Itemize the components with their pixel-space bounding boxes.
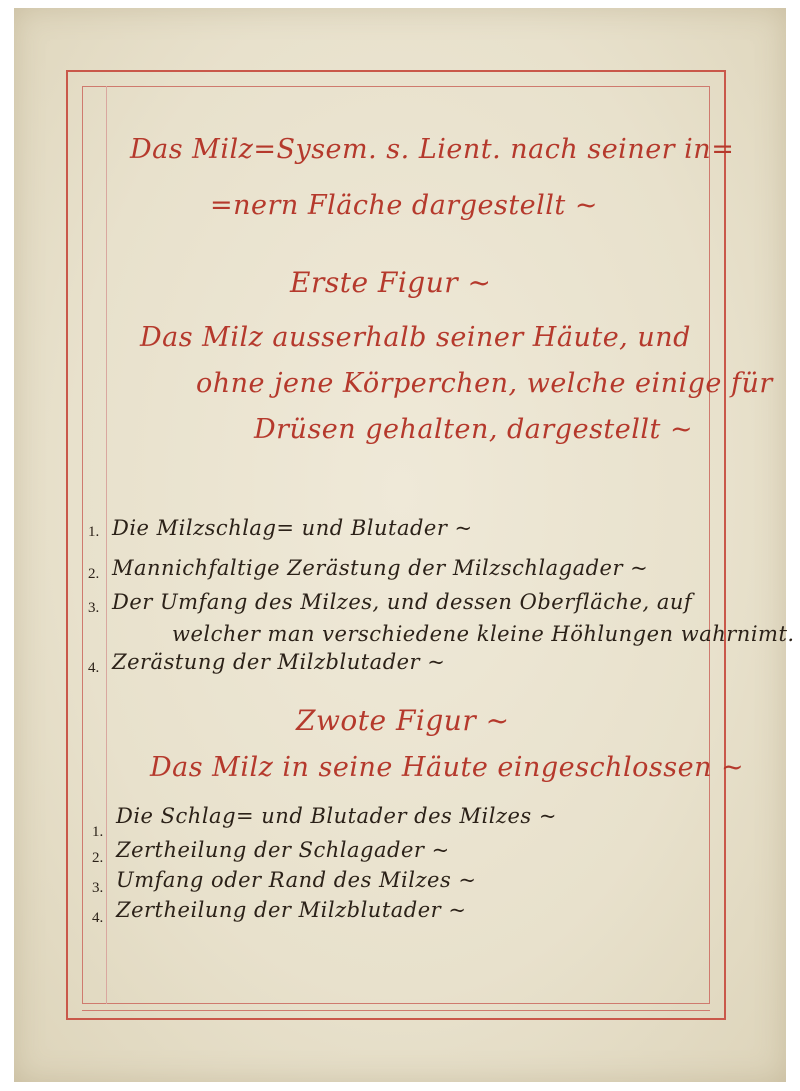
figure-1-item-3: Der Umfang des Milzes, und dessen Oberfläche, auf xyxy=(112,590,693,614)
figure-2-item-1: Die Schlag= und Blutader des Milzes ~ xyxy=(116,804,557,828)
figure-2-item-3: Umfang oder Rand des Milzes ~ xyxy=(116,868,477,892)
figure-1-item-3-continuation: welcher man verschiedene kleine Höhlungen wahrnimt. xyxy=(172,622,795,646)
bottom-rule xyxy=(82,1010,710,1011)
figure-2-caption: Das Milz in seine Häute eingeschlossen ~ xyxy=(150,752,745,783)
figure-1-item-2: Mannichfaltige Zerästung der Milzschlagader ~ xyxy=(112,556,649,580)
margin-rule xyxy=(106,86,107,1004)
figure-2-item-1-number: 1. xyxy=(92,824,104,840)
figure-1-item-2-number: 2. xyxy=(88,566,100,582)
page-border-inner xyxy=(82,86,710,1004)
figure-1-item-3-number: 3. xyxy=(88,600,100,616)
figure-2-item-3-number: 3. xyxy=(92,880,104,896)
figure-2-item-2-number: 2. xyxy=(92,850,104,866)
figure-1-caption-line-2: ohne jene Körperchen, welche einige für xyxy=(196,368,773,399)
figure-1-item-1: Die Milzschlag= und Blutader ~ xyxy=(112,516,473,540)
page-title-line-2: =nern Fläche dargestellt ~ xyxy=(210,190,598,221)
page-title-line-1: Das Milz=Sysem. s. Lient. nach seiner in= xyxy=(130,134,735,165)
figure-1-item-1-number: 1. xyxy=(88,524,100,540)
figure-1-caption-line-1: Das Milz ausserhalb seiner Häute, und xyxy=(140,322,691,353)
figure-2-item-4-number: 4. xyxy=(92,910,104,926)
figure-2-item-4: Zertheilung der Milzblutader ~ xyxy=(116,898,467,922)
figure-1-item-4-number: 4. xyxy=(88,660,100,676)
figure-1-heading: Erste Figur ~ xyxy=(290,266,492,299)
figure-2-item-2: Zertheilung der Schlagader ~ xyxy=(116,838,450,862)
figure-2-heading: Zwote Figur ~ xyxy=(296,704,510,737)
figure-1-caption-line-3: Drüsen gehalten, dargestellt ~ xyxy=(254,414,694,445)
figure-1-item-4: Zerästung der Milzblutader ~ xyxy=(112,650,446,674)
